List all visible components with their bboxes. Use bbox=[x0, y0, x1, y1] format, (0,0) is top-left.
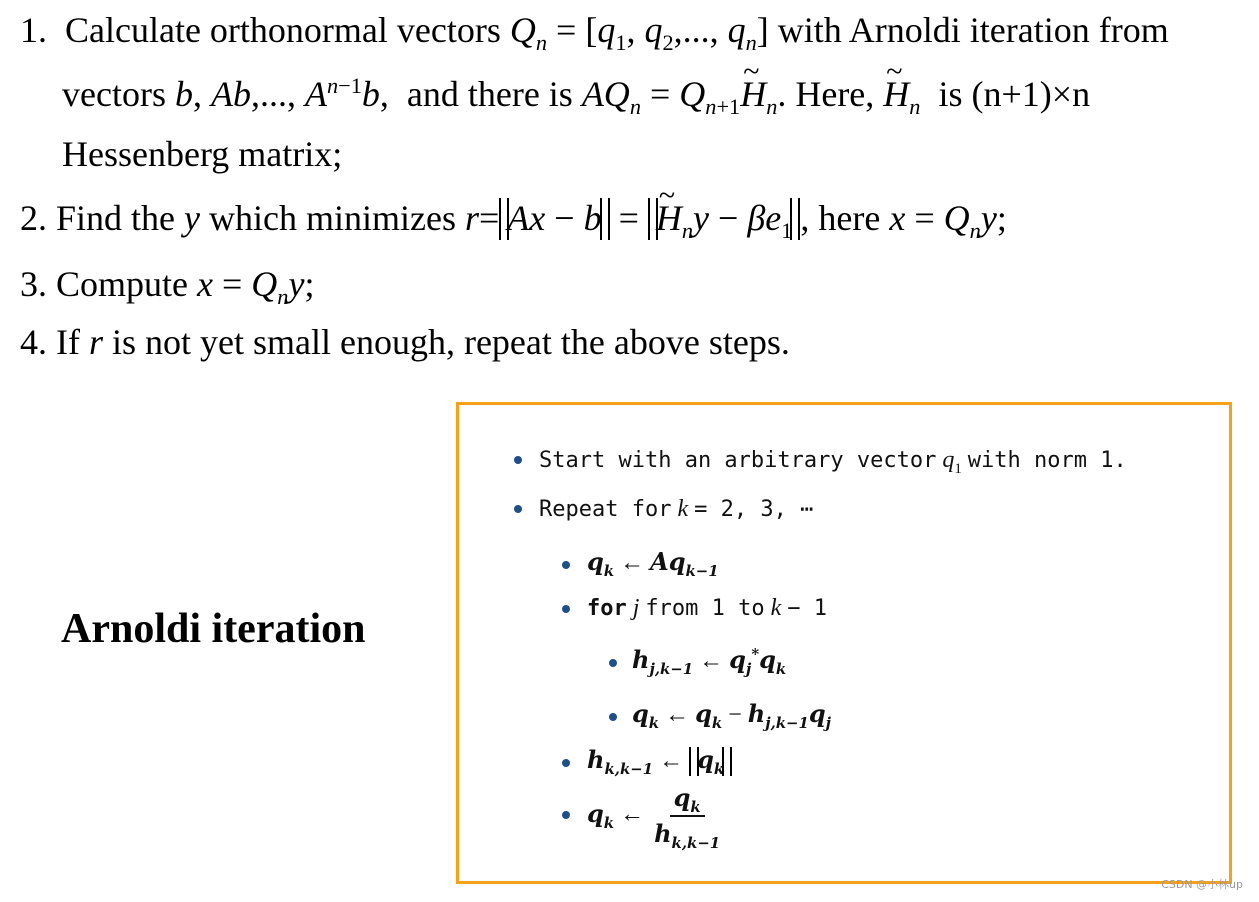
algo-line-hkk: $h_{k,k-1}$ ← $q_k$ bbox=[587, 745, 732, 776]
step-1-line-3: Hessenberg matrix; bbox=[62, 134, 343, 174]
step-1-line-1: 1. Calculate orthonormal vectors $Q_n = [q_1$, $q_2$,..., $q_n$] with Arnoldi iteration from bbox=[20, 10, 1169, 56]
algo-line-qk-update: $q_k$ ← $Aq_{k-1}$ bbox=[587, 547, 719, 580]
step-2: 2. Find the y which minimizes r= Ax − b = ~ $H_ny - \beta e_1$ , here $x = Q_ny$; bbox=[20, 196, 1007, 240]
step-4: 4. If r is not yet small enough, repeat the above steps. bbox=[20, 322, 790, 362]
fraction: $\frac{q_k}{h_{k,k-1}}$ bbox=[654, 783, 721, 852]
algo-line-normalize: $q_k$ ← $\frac{q_k}{h_{k,k-1}}$ bbox=[587, 783, 724, 849]
bullet-icon bbox=[514, 505, 522, 513]
arnoldi-algorithm-box bbox=[456, 402, 1232, 884]
algo-line-hjk: $h_{j,k-1}$ ← $q_j^*q_k$ bbox=[632, 645, 787, 678]
step-3: 3. Compute $x = Q_ny$; bbox=[20, 264, 315, 310]
arnoldi-iteration-title: Arnoldi iteration bbox=[61, 606, 366, 652]
bullet-icon bbox=[562, 561, 570, 569]
bullet-icon bbox=[609, 659, 617, 667]
algo-line-repeat: Repeat for k = 2, 3, ⋯ bbox=[539, 496, 814, 522]
bullet-icon bbox=[609, 713, 617, 721]
bullet-icon bbox=[514, 456, 522, 464]
watermark: CSDN @小林up bbox=[1161, 878, 1243, 891]
step-1-line-2: vectors b, Ab,..., $A^{n-1}b$, and there is $AQ_n$ = $Q_{n+1}\sim$ $H_n$. Here, ~ $H_n$ is (n+1)×n bbox=[62, 72, 1090, 116]
bullet-icon bbox=[562, 811, 570, 819]
algo-line-qk-orth: $q_k$ ← $q_k - h_{j,k-1}q_j$ bbox=[632, 699, 832, 732]
algo-line-start: Start with an arbitrary vector $q_1$ with norm 1. bbox=[539, 447, 1127, 477]
bullet-icon bbox=[562, 759, 570, 767]
algo-line-for: for j from 1 to k − 1 bbox=[587, 595, 828, 621]
bullet-icon bbox=[562, 605, 570, 613]
